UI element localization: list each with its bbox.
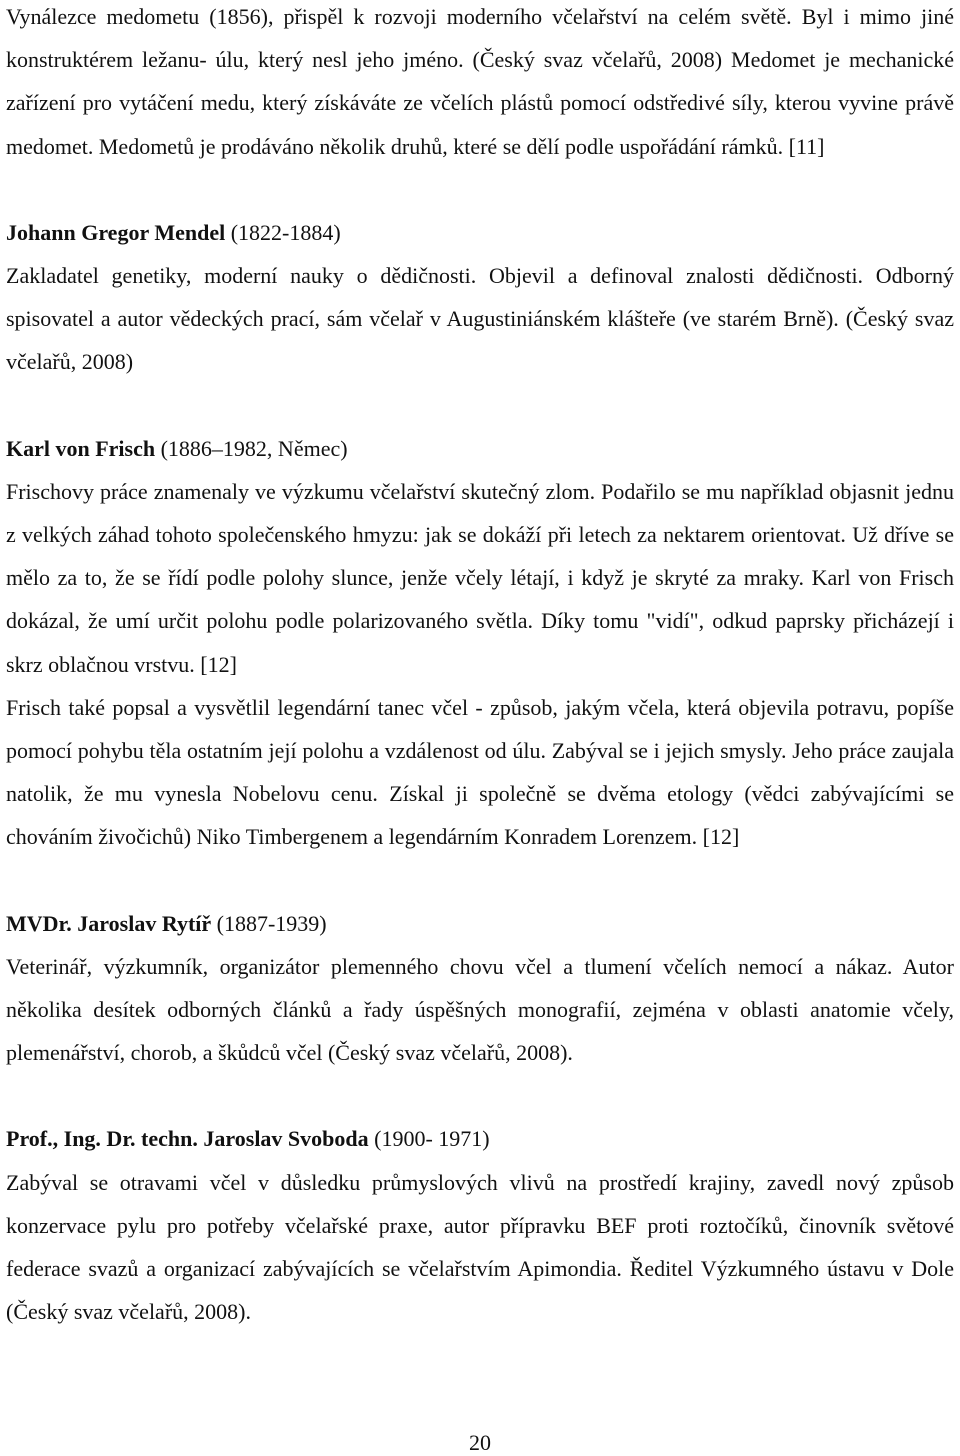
- heading-name: Prof., Ing. Dr. techn. Jaroslav Svoboda: [6, 1126, 369, 1152]
- heading-years: (1886–1982, Němec): [155, 435, 348, 461]
- heading-years: (1900- 1971): [368, 1126, 490, 1152]
- svoboda-paragraph: Zabýval se otravami včel v důsledku průmyslových vlivů na prostředí krajiny, zavedl nový způsob konzervace pylu pro potřeby včelařské praxe, autor přípravku BEF proti roztočíků, činovník světové federace svazů a organizací zabývajících se včelařstvím Apimondia. Ředitel Výzkumného ústavu v Dole (Český svaz včelařů, 2008).: [6, 1169, 954, 1325]
- heading-years: (1887-1939): [211, 910, 327, 936]
- heading-name: Karl von Frisch: [6, 435, 156, 461]
- heading-name: MVDr. Jaroslav Rytíř: [6, 910, 212, 936]
- spacer: [6, 168, 954, 211]
- intro-paragraph: Vynálezce medometu (1856), přispěl k rozvoji moderního včelařství na celém světě. Byl i mimo jiné konstruktérem ležanu- úlu, který nesl jeho jméno. (Český svaz včelařů, 2008) Medomet je mechanické zařízení pro vytáčení medu, který získáváte ze včelích plástů pomocí odstředivé síly, kterou vyvine právě medomet. Medometů je prodáváno několik druhů, které se dělí podle uspořádání rámků. [11]: [6, 4, 954, 159]
- heading-years: (1822-1884): [225, 219, 341, 245]
- section-heading-frisch: [6, 427, 954, 470]
- spacer: [6, 859, 954, 902]
- frisch-paragraph-1: Frischovy práce znamenaly ve výzkumu včelařství skutečný zlom. Podařilo se mu například objasnit jednu z velkých záhad tohoto společenského hmyzu: jak se dokáží při letech za nektarem orientovat. Už dříve se mělo za to, že se řídí podle polohy slunce, jenže včely létají, i když je skryté za mraky. Karl von Frisch dokázal, že umí určit polohu podle polarizovaného světla. Díky tomu "vidí", odkud paprsky přicházejí i skrz oblačnou vrstvu. [12]: [6, 478, 954, 677]
- section-heading-svoboda: [6, 1117, 954, 1160]
- mendel-paragraph: Zakladatel genetiky, moderní nauky o dědičnosti. Objevil a definoval znalosti dědičnosti. Odborný spisovatel a autor vědeckých prací, sám včelař v Augustiniánském klášteře (ve starém Brně). (Český svaz včelařů, 2008): [6, 263, 954, 375]
- heading-name: Johann Gregor Mendel: [6, 219, 226, 245]
- spacer: [6, 384, 954, 427]
- frisch-paragraph-2: Frisch také popsal a vysvětlil legendární tanec včel - způsob, jakým včela, která objevila potravu, popíše pomocí pohybu těla ostatním její polohu a vzdálenost od úlu. Zabýval se i jejich smysly. Jeho práce zaujala natolik, že mu vynesla Nobelovu cenu. Získal ji společně se dvěma etology (vědci zabývajícími se chováním živočichů) Niko Timbergenem a legendárním Konradem Lorenzem. [12]: [6, 694, 954, 850]
- rytir-paragraph: Veterinář, výzkumník, organizátor plemenného chovu včel a tlumení včelích nemocí a nákaz. Autor několika desítek odborných článků a řady úspěšných monografií, zejména v oblasti anatomie včely, plemenářství, chorob, a škůdců včel (Český svaz včelařů, 2008).: [6, 953, 954, 1066]
- document-page: [6, 0, 954, 1333]
- section-heading-mendel: [6, 211, 954, 254]
- spacer: [6, 1074, 954, 1117]
- page-number: 20: [469, 1430, 491, 1455]
- section-heading-rytir: [6, 902, 954, 945]
